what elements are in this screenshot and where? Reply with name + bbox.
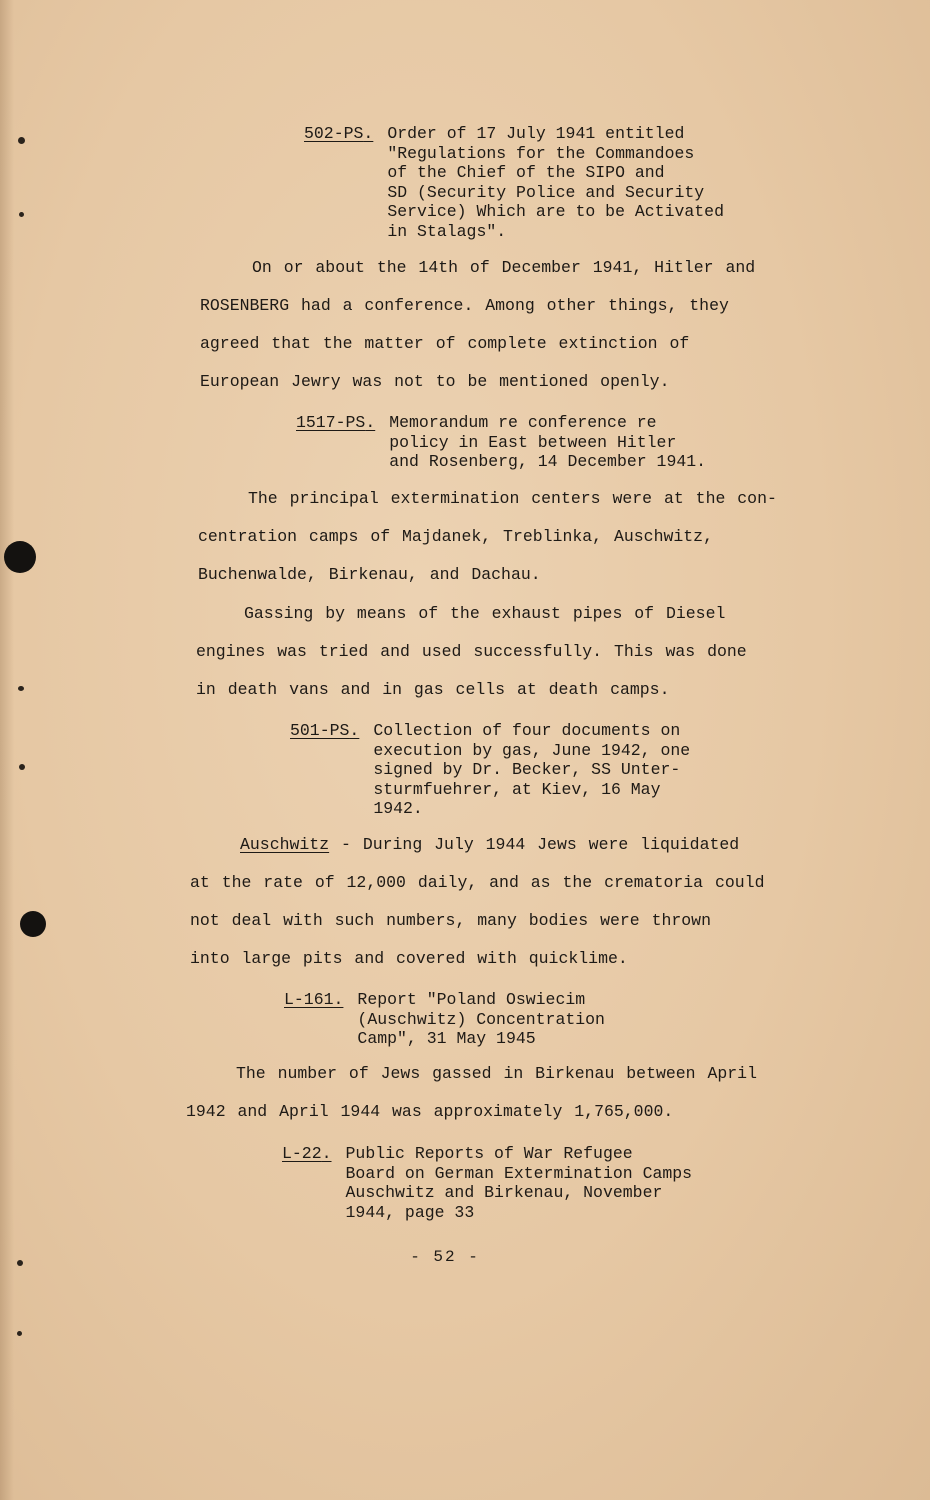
paragraph-line: On or about the 14th of December 1941, Hitler and <box>252 258 756 277</box>
reference-l-22 <box>282 1144 692 1222</box>
reference-line: (Auschwitz) Concentration <box>357 1009 605 1029</box>
paragraph-line: Gassing by means of the exhaust pipes of Diesel <box>244 604 726 623</box>
reference-line: Public Reports of War Refugee <box>345 1144 633 1163</box>
reference-502-ps <box>304 124 724 241</box>
paragraph-line: ROSENBERG had a conference. Among other things, they <box>200 296 729 315</box>
paragraph-line: 1942 and April 1944 was approximately 1,765,000. <box>186 1102 674 1121</box>
reference-line: of the Chief of the SIPO and <box>387 163 665 182</box>
reference-line: Camp", 31 May 1945 <box>357 1029 536 1048</box>
binder-hole-top <box>4 541 36 573</box>
reference-code: L-22. <box>282 1144 332 1163</box>
reference-line: Memorandum re conference re <box>389 413 657 432</box>
margin-speck <box>18 686 24 691</box>
margin-speck <box>17 1331 22 1336</box>
paragraph-line: into large pits and covered with quicklime. <box>190 949 628 968</box>
reference-line: Collection of four documents on <box>373 721 681 740</box>
paragraph-line: Buchenwalde, Birkenau, and Dachau. <box>198 565 541 584</box>
reference-line: signed by Dr. Becker, SS Unter- <box>373 760 681 779</box>
reference-description <box>389 413 706 472</box>
paragraph-line: agreed that the matter of complete extinction of <box>200 334 690 353</box>
margin-speck <box>19 212 24 217</box>
paragraph-line: The principal extermination centers were at the con- <box>248 489 777 508</box>
paragraph-line: in death vans and in gas cells at death camps. <box>196 680 670 699</box>
reference-line: Report "Poland Oswiecim <box>357 990 586 1009</box>
margin-speck <box>19 764 25 770</box>
reference-line: 1942. <box>373 799 423 818</box>
reference-code: 1517-PS. <box>296 413 376 432</box>
reference-code: 501-PS. <box>290 721 360 740</box>
reference-line: Board on German Extermination Camps <box>345 1163 693 1183</box>
reference-line: 1944, page 33 <box>345 1202 475 1222</box>
binder-hole-bottom <box>20 911 46 937</box>
reference-description <box>373 721 690 819</box>
reference-description <box>357 990 605 1049</box>
paragraph-line: European Jewry was not to be mentioned openly. <box>200 372 670 391</box>
paragraph-line: The number of Jews gassed in Birkenau between April <box>236 1064 757 1083</box>
page-number: - 52 - <box>410 1248 480 1266</box>
page-edge-shadow <box>0 0 14 1500</box>
reference-code: 502-PS. <box>304 124 374 143</box>
reference-1517-ps <box>296 413 706 472</box>
reference-line: execution by gas, June 1942, one <box>373 740 691 760</box>
margin-speck <box>18 137 25 144</box>
reference-line: Auschwitz and Birkenau, November <box>345 1183 663 1202</box>
reference-code: L-161. <box>284 990 344 1009</box>
reference-501-ps <box>290 721 690 819</box>
reference-line: in Stalags". <box>387 221 507 241</box>
paragraph-line: not deal with such numbers, many bodies were thrown <box>190 911 711 930</box>
reference-line: Service) Which are to be Activated <box>387 202 724 221</box>
reference-description <box>387 124 724 241</box>
reference-line: "Regulations for the Commandoes <box>387 143 695 163</box>
paragraph-line: engines was tried and used successfully. This was done <box>196 642 747 661</box>
reference-description <box>346 1144 693 1222</box>
reference-line: SD (Security Police and Security <box>387 182 705 202</box>
paragraph-line: centration camps of Majdanek, Treblinka, Auschwitz, <box>198 527 713 546</box>
reference-line: Order of 17 July 1941 entitled <box>387 124 685 143</box>
paragraph-line <box>240 835 739 854</box>
paragraph-line-text: - During July 1944 Jews were liquidated <box>329 835 740 854</box>
reference-line: and Rosenberg, 14 December 1941. <box>389 452 707 471</box>
paragraph-line: at the rate of 12,000 daily, and as the crematoria could <box>190 873 765 892</box>
reference-line: sturmfuehrer, at Kiev, 16 May <box>373 779 661 799</box>
reference-l-161 <box>284 990 605 1049</box>
paragraph-lead: Auschwitz <box>240 835 330 854</box>
reference-line: policy in East between Hitler <box>389 432 677 452</box>
